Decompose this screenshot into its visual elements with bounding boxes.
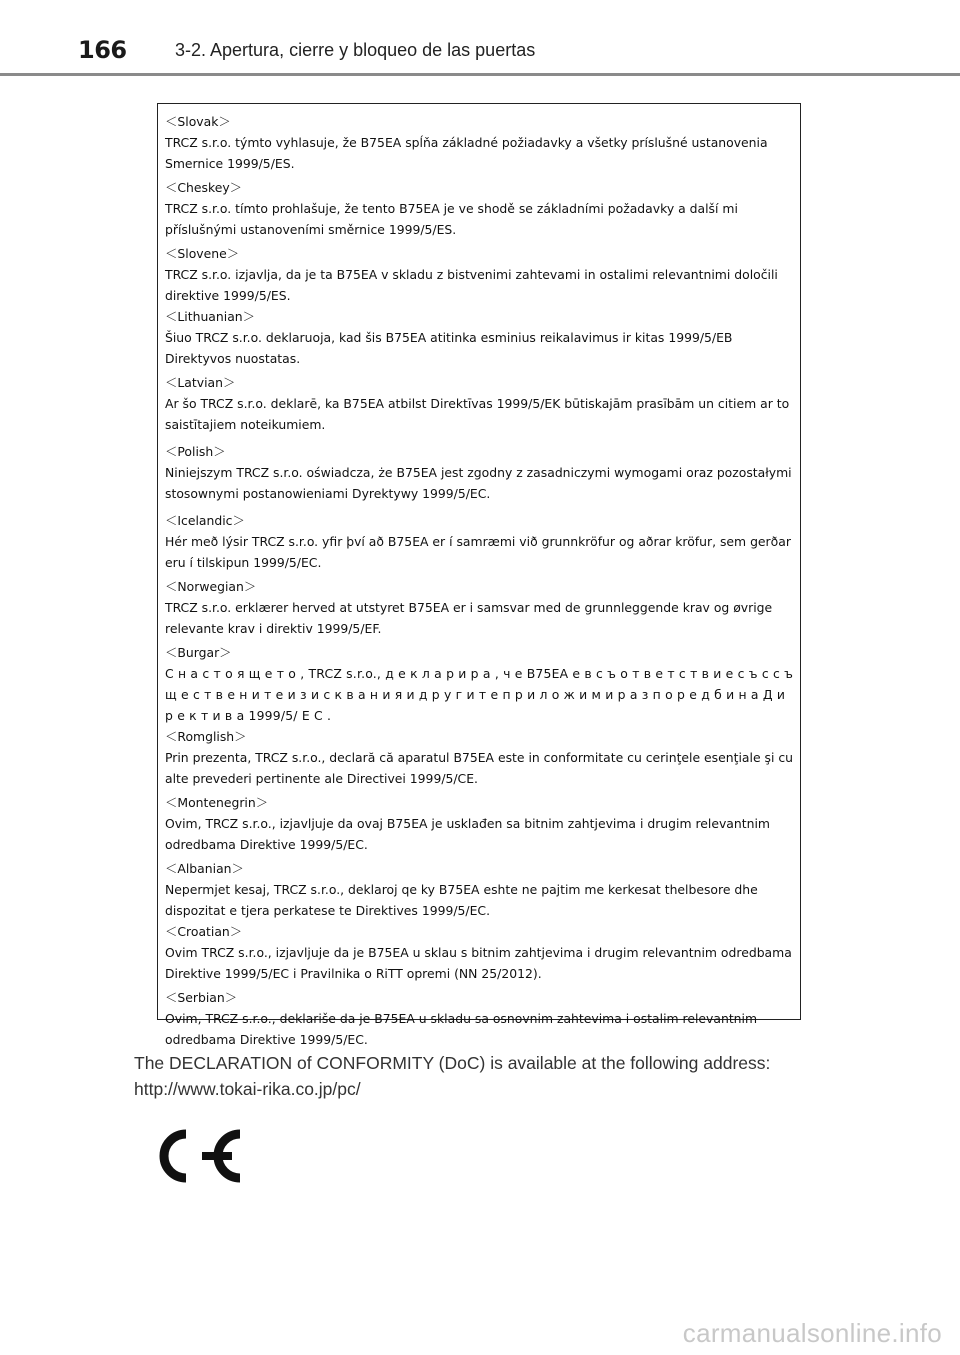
language-heading: ＜Croatian＞ (165, 924, 243, 939)
declaration-cheskey (165, 177, 794, 240)
declaration-text: Nepermjet kesaj, TRCZ s.r.o., deklaroj qe ky B75EA eshte ne pajtim me kerkesat thelbesore dhe dispozitat e tjera perkatese te Direktives 1999/5/EC. (165, 882, 758, 918)
declaration-text: Ovim, TRCZ s.r.o., izjavljuje da ovaj B75EA je usklađen sa bitnim zahtjevima i drugim relevantnim odredbama Direktive 1999/5/EC. (165, 816, 770, 852)
language-heading: ＜Slovene＞ (165, 246, 240, 261)
declaration-slovak (165, 111, 794, 174)
language-heading: ＜Polish＞ (165, 444, 226, 459)
declaration-text: Šiuo TRCZ s.r.o. deklaruoja, kad šis B75EA atitinka esminius reikalavimus ir kitas 1999/5/EB Direktyvos nuostatas. (165, 330, 733, 366)
declaration-albanian (165, 858, 794, 921)
language-heading: ＜Norwegian＞ (165, 579, 257, 594)
declaration-bulgarian (165, 642, 794, 726)
declaration-text: Ovim, TRCZ s.r.o., deklariše da je B75EA u skladu sa osnovnim zahtevima i ostalim relevantnim odredbama Direktive 1999/5/EC. (165, 1011, 758, 1047)
declaration-polish (165, 441, 794, 504)
declaration-text: Ovim TRCZ s.r.o., izjavljuje da je B75EA u sklau s bitnim zahtjevima i drugim relevantnim odredbama Direktive 1999/5/EC i Pravilnika o RiTT opremi (NN 25/2012). (165, 945, 792, 981)
page-number: 166 (78, 36, 127, 64)
doc-availability-note (134, 1050, 770, 1102)
watermark: carmanualsonline.info (682, 1318, 942, 1348)
declaration-text: TRCZ s.r.o. izjavlja, da je ta B75EA v skladu z bistvenimi zahtevami in ostalimi relevantnimi določili direktive 1999/5/ES. (165, 267, 778, 303)
declaration-slovene (165, 243, 794, 306)
declaration-croatian (165, 921, 794, 984)
declaration-norwegian (165, 576, 794, 639)
declaration-lithuanian (165, 306, 794, 369)
ce-mark-icon (140, 1128, 242, 1184)
language-heading: ＜Burgar＞ (165, 645, 232, 660)
declaration-latvian (165, 372, 794, 435)
language-heading: ＜Serbian＞ (165, 990, 238, 1005)
header-divider (0, 73, 960, 76)
declaration-text: Hér með lýsir TRCZ s.r.o. yfir því að B75EA er í samræmi við grunnkröfur og aðrar kröfur, sem gerðar eru í tilskipun 1999/5/EC. (165, 534, 791, 570)
declaration-icelandic (165, 510, 794, 573)
declaration-romanian (165, 726, 794, 789)
doc-url: http://www.tokai-rika.co.jp/pc/ (134, 1079, 361, 1099)
declaration-text: Prin prezenta, TRCZ s.r.o., declară că aparatul B75EA este in conformitate cu cerinţele esenţiale şi cu alte prevederi pertinente ale Directivei 1999/5/CE. (165, 750, 794, 786)
language-heading: ＜Slovak＞ (165, 114, 231, 129)
language-heading: ＜Montenegrin＞ (165, 795, 269, 810)
language-heading: ＜Latvian＞ (165, 375, 236, 390)
language-heading: ＜Albanian＞ (165, 861, 244, 876)
declaration-text: TRCZ s.r.o. tímto prohlašuje, že tento B75EA je ve shodě se základními požadavky a další mi příslušnými ustanoveními směrnice 1999/5/ES. (165, 201, 738, 237)
section-title: 3-2. Apertura, cierre y bloqueo de las puertas (175, 40, 536, 60)
declaration-text: TRCZ s.r.o. erklærer herved at utstyret B75EA er i samsvar med de grunnleggende krav og øvrige relevante krav i direktiv 1999/5/EF. (165, 600, 773, 636)
declaration-serbian (165, 987, 794, 1050)
language-heading: ＜Icelandic＞ (165, 513, 245, 528)
declaration-montenegrin (165, 792, 794, 855)
declaration-text: Niniejszym TRCZ s.r.o. oświadcza, że B75EA jest zgodny z zasadniczymi wymogami oraz pozostałymi stosownymi postanowieniami Dyrektywy 1999/5/EC. (165, 465, 792, 501)
declaration-text: С н а с т о я щ е т о , TRCZ s.r.o., д е к л а р и р а , ч е B75EA е в с ъ о т в е т с т в и е с ъ с с ъ щ е с т в е н и т е и з и с к в а н и я и д р у г и т е п р и л о ж и м и р а з п о р е д б и н а Д и р е к т и в а 1999/5/ Е С . (165, 666, 794, 723)
language-heading: ＜Romglish＞ (165, 729, 247, 744)
language-heading: ＜Lithuanian＞ (165, 309, 256, 324)
declaration-text: Ar šo TRCZ s.r.o. deklarē, ka B75EA atbilst Direktīvas 1999/5/EK būtiskajām prasībām un citiem ar to saistītajiem noteikumiem. (165, 396, 790, 432)
language-heading: ＜Cheskey＞ (165, 180, 243, 195)
doc-note-text: The DECLARATION of CONFORMITY (DoC) is available at the following address: (134, 1053, 771, 1073)
declaration-box (157, 103, 801, 1047)
declaration-text: TRCZ s.r.o. týmto vyhlasuje, že B75EA spĺňa základné požiadavky a všetky príslušné ustanovenia Smernice 1999/5/ES. (165, 135, 768, 171)
